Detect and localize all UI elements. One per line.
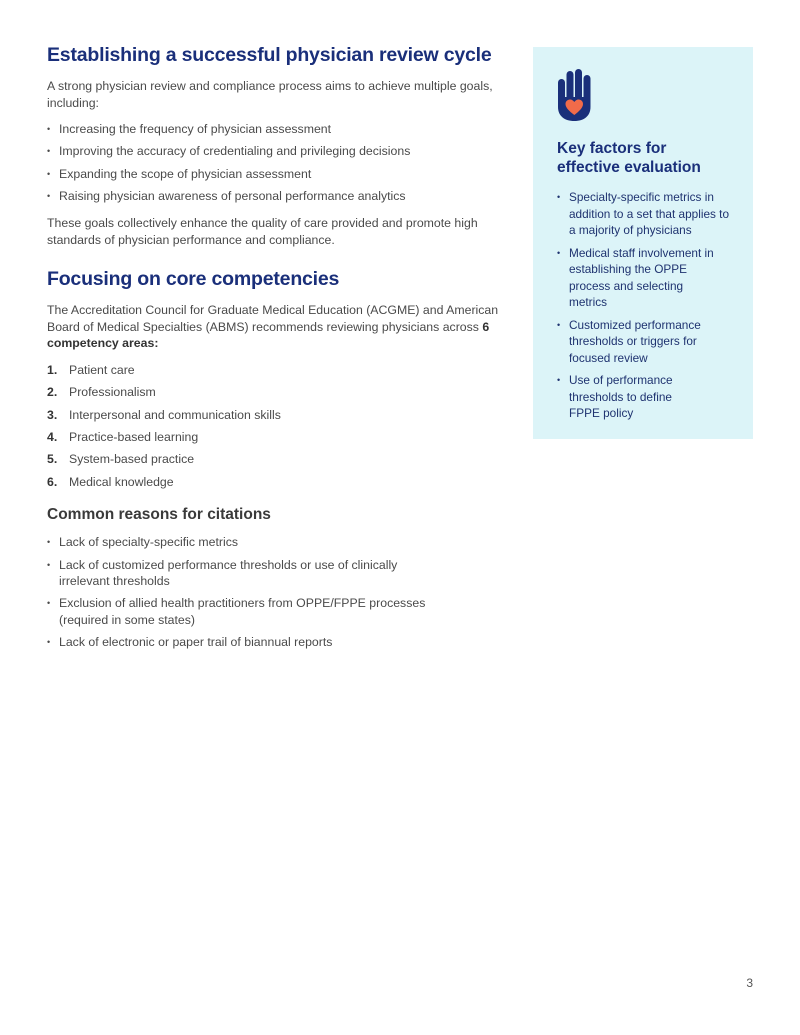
list-item: • Lack of electronic or paper trail of biannual reports bbox=[47, 635, 333, 650]
goals-list bbox=[47, 121, 507, 204]
bullet-icon: • bbox=[557, 247, 561, 258]
sidebar-heading: Key factors for effective evaluation bbox=[557, 140, 701, 176]
list-item: 3. Interpersonal and communication skills bbox=[47, 407, 281, 422]
citations-list bbox=[47, 534, 507, 650]
list-item: • Lack of customized performance thresholds or use of clinically irrelevant thresholds bbox=[47, 557, 398, 589]
bullet-icon: • bbox=[47, 559, 51, 570]
bullet-icon: • bbox=[47, 598, 51, 609]
list-item: • Specialty-specific metrics in addition to a set that applies to a majority of physicians bbox=[557, 190, 730, 237]
bullet-icon: • bbox=[47, 637, 51, 648]
list-item: 4. Practice-based learning bbox=[47, 430, 199, 445]
bullet-icon: • bbox=[47, 146, 51, 157]
bullet-icon: • bbox=[557, 375, 561, 385]
bullet-icon: • bbox=[557, 319, 561, 330]
section-heading-citations: Common reasons for citations bbox=[47, 506, 271, 524]
key-factors-list bbox=[557, 189, 733, 422]
bullet-icon: • bbox=[557, 192, 561, 202]
list-item: 1. Patient care bbox=[47, 362, 135, 377]
main-column bbox=[47, 42, 507, 662]
list-item: • Use of performance thresholds to define FPPE policy bbox=[557, 373, 673, 420]
list-item: 5. System-based practice bbox=[47, 452, 195, 467]
key-factors-sidebar bbox=[533, 47, 753, 439]
list-item: • Improving the accuracy of credentialing and privileging decisions bbox=[47, 144, 411, 159]
competency-count: 6 competency areas: bbox=[47, 319, 490, 351]
page-number: 3 bbox=[746, 976, 753, 990]
bullet-icon: • bbox=[47, 190, 51, 201]
bullet-icon: • bbox=[47, 168, 51, 179]
bullet-icon: • bbox=[47, 537, 51, 548]
hand-heart-icon bbox=[557, 69, 593, 123]
section-heading-review-cycle: Establishing a successful physician review cycle bbox=[47, 44, 492, 66]
bullet-icon: • bbox=[47, 124, 51, 134]
list-item: 2. Professionalism bbox=[47, 385, 156, 400]
list-item: • Medical staff involvement in establishing the OPPE process and selecting metrics bbox=[557, 245, 714, 309]
list-item: • Raising physician awareness of personal performance analytics bbox=[47, 188, 406, 203]
competencies-intro: The Accreditation Council for Graduate Medical Education (ACGME) and American Board of Medical Specialties (ABMS) recommends reviewing physicians across 6 competency areas: bbox=[47, 303, 499, 351]
list-item: • Expanding the scope of physician assessment bbox=[47, 166, 312, 181]
list-item: • Exclusion of allied health practitioners from OPPE/FPPE processes (required in some states) bbox=[47, 596, 426, 627]
list-item: • Lack of specialty-specific metrics bbox=[47, 535, 239, 550]
list-item: • Increasing the frequency of physician assessment bbox=[47, 122, 332, 136]
competency-list bbox=[47, 362, 507, 490]
review-cycle-closing: These goals collectively enhance the quality of care provided and promote high standards of physician performance and compliance. bbox=[47, 216, 478, 247]
list-item: • Customized performance thresholds or triggers for focused review bbox=[557, 317, 701, 365]
list-item: 6. Medical knowledge bbox=[47, 474, 174, 489]
section-heading-core-competencies: Focusing on core competencies bbox=[47, 268, 340, 291]
review-cycle-intro: A strong physician review and compliance process aims to achieve multiple goals, including: bbox=[47, 79, 493, 110]
